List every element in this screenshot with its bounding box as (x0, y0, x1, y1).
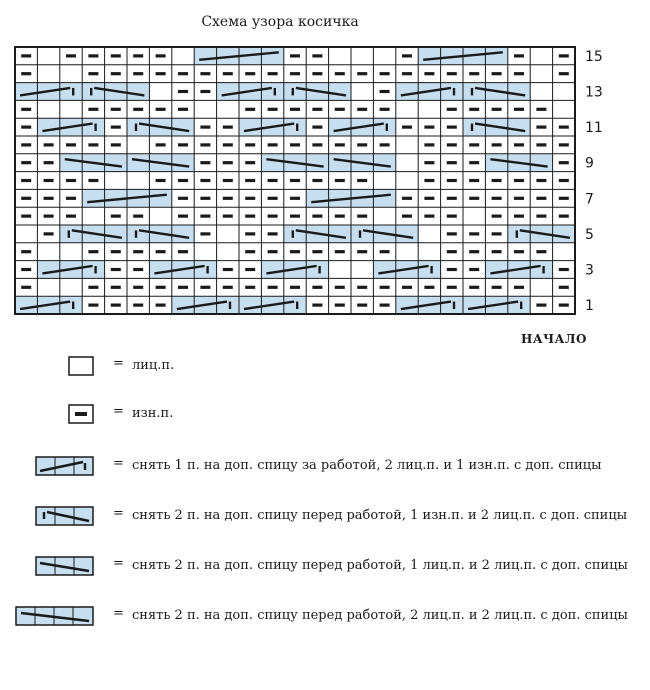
purl-mark (21, 286, 31, 289)
purl-mark (335, 304, 345, 307)
purl-mark (492, 197, 502, 200)
purl-mark (380, 250, 390, 253)
purl-mark (559, 161, 569, 164)
chart-title: Схема узора косичка (201, 14, 359, 30)
purl-mark (492, 286, 502, 289)
purl-mark (268, 143, 278, 146)
legend-item-cable-3-front-knit (0, 556, 650, 598)
purl-mark (312, 126, 322, 129)
purl-mark (514, 215, 524, 218)
purl-mark (492, 232, 502, 235)
purl-mark (536, 126, 546, 129)
purl-mark (335, 72, 345, 75)
purl-mark (357, 179, 367, 182)
purl-mark (223, 72, 233, 75)
legend-item-knit (0, 356, 650, 378)
purl-mark (469, 250, 479, 253)
purl-mark (133, 304, 143, 307)
purl-mark (111, 286, 121, 289)
purl-mark (200, 143, 210, 146)
purl-mark (290, 215, 300, 218)
purl-mark (178, 108, 188, 111)
cable-4-front-symbol-icon (15, 606, 95, 626)
purl-mark (559, 268, 569, 271)
legend-text-purl: изн.п. (132, 406, 174, 421)
pattern-chart (0, 0, 650, 330)
purl-mark (245, 286, 255, 289)
purl-mark (245, 161, 255, 164)
purl-mark (290, 250, 300, 253)
purl-symbol-icon (68, 404, 94, 424)
purl-mark (223, 286, 233, 289)
purl-mark (21, 143, 31, 146)
purl-mark (268, 232, 278, 235)
purl-mark (268, 197, 278, 200)
purl-mark (424, 179, 434, 182)
purl-mark (21, 215, 31, 218)
purl-mark (492, 179, 502, 182)
purl-mark (559, 143, 569, 146)
purl-mark (514, 143, 524, 146)
purl-mark (111, 215, 121, 218)
purl-mark (312, 72, 322, 75)
purl-mark (200, 72, 210, 75)
purl-mark (156, 143, 166, 146)
purl-mark (88, 54, 98, 57)
row-number: 15 (585, 48, 603, 65)
purl-mark (312, 215, 322, 218)
purl-mark (223, 126, 233, 129)
purl-mark (469, 197, 479, 200)
purl-mark (514, 286, 524, 289)
purl-mark (156, 286, 166, 289)
purl-mark (268, 215, 278, 218)
purl-mark (447, 250, 457, 253)
legend-equals: = (113, 506, 124, 521)
legend-equals: = (113, 456, 124, 471)
purl-mark (21, 72, 31, 75)
purl-mark (178, 90, 188, 93)
purl-mark (200, 90, 210, 93)
purl-mark (245, 179, 255, 182)
row-number: 3 (585, 262, 594, 279)
purl-mark (200, 232, 210, 235)
legend-text-knit: лиц.п. (132, 358, 175, 373)
purl-mark (200, 179, 210, 182)
purl-mark (514, 108, 524, 111)
purl-mark (156, 250, 166, 253)
purl-mark (559, 215, 569, 218)
purl-mark (200, 215, 210, 218)
purl-mark (178, 286, 188, 289)
purl-mark (447, 286, 457, 289)
purl-mark (402, 286, 412, 289)
purl-mark (88, 72, 98, 75)
purl-mark (245, 108, 255, 111)
purl-mark (245, 143, 255, 146)
purl-mark (380, 90, 390, 93)
purl-mark (245, 197, 255, 200)
purl-mark (469, 232, 479, 235)
cable-3-front-knit-symbol-icon (35, 556, 95, 576)
purl-mark (469, 179, 479, 182)
purl-mark (357, 215, 367, 218)
purl-mark (335, 286, 345, 289)
purl-mark (514, 72, 524, 75)
purl-mark (290, 143, 300, 146)
purl-mark (447, 126, 457, 129)
purl-mark (66, 179, 76, 182)
purl-mark (514, 197, 524, 200)
purl-mark (357, 108, 367, 111)
purl-mark (559, 72, 569, 75)
purl-mark (111, 250, 121, 253)
purl-mark (111, 126, 121, 129)
purl-mark (245, 232, 255, 235)
purl-mark (536, 304, 546, 307)
purl-mark (559, 126, 569, 129)
purl-mark (380, 304, 390, 307)
purl-mark (312, 143, 322, 146)
purl-mark (447, 108, 457, 111)
purl-mark (133, 268, 143, 271)
purl-mark (66, 143, 76, 146)
purl-mark (357, 72, 367, 75)
purl-mark (402, 72, 412, 75)
purl-mark (66, 54, 76, 57)
purl-mark (469, 286, 479, 289)
purl-mark (312, 250, 322, 253)
legend-text-cable-3-back: снять 1 п. на доп. спицу за работой, 2 лиц.п. и 1 изн.п. с доп. спицы (132, 458, 602, 473)
purl-mark (156, 54, 166, 57)
purl-mark (290, 286, 300, 289)
purl-mark (44, 179, 54, 182)
purl-mark (245, 250, 255, 253)
row-number: 9 (585, 155, 594, 172)
purl-mark (268, 72, 278, 75)
purl-mark (21, 197, 31, 200)
purl-mark (111, 72, 121, 75)
purl-mark (447, 197, 457, 200)
purl-mark (559, 286, 569, 289)
purl-mark (536, 215, 546, 218)
purl-mark (223, 143, 233, 146)
purl-mark (424, 126, 434, 129)
legend-item-cable-4-front (0, 606, 650, 648)
purl-mark (559, 179, 569, 182)
purl-mark (335, 179, 345, 182)
purl-mark (111, 143, 121, 146)
purl-mark (88, 250, 98, 253)
purl-mark (402, 126, 412, 129)
purl-mark (447, 179, 457, 182)
purl-mark (469, 268, 479, 271)
purl-mark (88, 108, 98, 111)
purl-mark (178, 197, 188, 200)
purl-mark (111, 54, 121, 57)
purl-mark (312, 54, 322, 57)
purl-mark (536, 108, 546, 111)
purl-mark (44, 161, 54, 164)
purl-mark (268, 286, 278, 289)
purl-mark (178, 72, 188, 75)
purl-mark (245, 268, 255, 271)
purl-mark (492, 143, 502, 146)
purl-mark (290, 108, 300, 111)
purl-mark (447, 72, 457, 75)
legend-text-cable-3-front-purl: снять 2 п. на доп. спицу перед работой, 1 изн.п. и 2 лиц.п. с доп. спицы (132, 508, 628, 523)
purl-mark (21, 54, 31, 57)
purl-mark (111, 304, 121, 307)
purl-mark (44, 215, 54, 218)
purl-mark (133, 72, 143, 75)
purl-mark (200, 286, 210, 289)
purl-mark (223, 161, 233, 164)
purl-mark (536, 197, 546, 200)
purl-mark (469, 161, 479, 164)
purl-mark (335, 250, 345, 253)
purl-mark (335, 108, 345, 111)
purl-mark (88, 286, 98, 289)
purl-mark (424, 286, 434, 289)
purl-mark (21, 126, 31, 129)
purl-mark (156, 179, 166, 182)
purl-mark (21, 108, 31, 111)
purl-mark (447, 161, 457, 164)
purl-mark (424, 72, 434, 75)
purl-mark (447, 143, 457, 146)
purl-mark (200, 126, 210, 129)
legend-item-purl (0, 404, 650, 426)
purl-mark (200, 161, 210, 164)
purl-mark (492, 250, 502, 253)
purl-mark (514, 250, 524, 253)
purl-mark (66, 197, 76, 200)
purl-mark (469, 108, 479, 111)
legend-equals: = (113, 606, 124, 621)
purl-mark (559, 197, 569, 200)
purl-mark (335, 215, 345, 218)
purl-mark (447, 268, 457, 271)
purl-mark (424, 161, 434, 164)
purl-mark (290, 54, 300, 57)
purl-mark (111, 268, 121, 271)
purl-mark (223, 197, 233, 200)
legend-equals: = (113, 556, 124, 571)
purl-mark (178, 143, 188, 146)
purl-mark (424, 215, 434, 218)
purl-mark (21, 161, 31, 164)
purl-mark (178, 215, 188, 218)
purl-mark (357, 286, 367, 289)
purl-mark (469, 72, 479, 75)
start-label: НАЧАЛО (521, 332, 587, 346)
purl-mark (559, 304, 569, 307)
purl-mark (44, 197, 54, 200)
purl-mark (178, 179, 188, 182)
purl-mark (469, 143, 479, 146)
legend-item-cable-3-front-purl (0, 506, 650, 548)
purl-mark (133, 215, 143, 218)
purl-mark (312, 108, 322, 111)
legend-equals: = (113, 404, 124, 419)
purl-mark (380, 108, 390, 111)
row-number: 11 (585, 120, 603, 137)
purl-mark (447, 232, 457, 235)
purl-mark (268, 250, 278, 253)
purl-mark (447, 215, 457, 218)
cable-3-front-purl-symbol-icon (35, 506, 95, 526)
purl-mark (223, 179, 233, 182)
purl-mark (559, 54, 569, 57)
purl-mark (312, 179, 322, 182)
purl-mark (223, 268, 233, 271)
legend-text-cable-3-front-knit: снять 2 п. на доп. спицу перед работой, 1 лиц.п. и 2 лиц.п. с доп. спицы (132, 558, 628, 573)
purl-mark (133, 108, 143, 111)
legend-equals: = (113, 356, 124, 371)
purl-mark (536, 143, 546, 146)
row-number: 1 (585, 298, 594, 315)
purl-mark (402, 197, 412, 200)
legend-item-cable-3-back (0, 456, 650, 498)
purl-mark (21, 250, 31, 253)
purl-mark (402, 54, 412, 57)
purl-mark (402, 215, 412, 218)
purl-mark (44, 232, 54, 235)
purl-mark (335, 143, 345, 146)
purl-mark (268, 179, 278, 182)
purl-mark (357, 250, 367, 253)
purl-mark (200, 197, 210, 200)
purl-mark (357, 143, 367, 146)
purl-mark (156, 72, 166, 75)
purl-mark (21, 268, 31, 271)
purl-mark (514, 179, 524, 182)
purl-mark (312, 304, 322, 307)
purl-mark (424, 143, 434, 146)
row-number: 7 (585, 191, 594, 208)
purl-mark (88, 179, 98, 182)
row-number: 13 (585, 84, 603, 101)
purl-mark (133, 286, 143, 289)
purl-mark (290, 197, 300, 200)
purl-mark (268, 108, 278, 111)
purl-mark (492, 72, 502, 75)
purl-mark (21, 179, 31, 182)
purl-mark (133, 250, 143, 253)
knit-symbol-icon (68, 356, 94, 376)
purl-mark (536, 250, 546, 253)
cable-3-back-symbol-icon (35, 456, 95, 476)
purl-mark (156, 304, 166, 307)
purl-mark (88, 304, 98, 307)
purl-mark (380, 286, 390, 289)
purl-mark (245, 72, 255, 75)
purl-mark (380, 72, 390, 75)
purl-mark (357, 304, 367, 307)
purl-mark (290, 72, 300, 75)
purl-mark (156, 108, 166, 111)
purl-mark (312, 286, 322, 289)
purl-mark (88, 143, 98, 146)
purl-mark (536, 179, 546, 182)
legend-text-cable-4-front: снять 2 п. на доп. спицу перед работой, 2 лиц.п. и 2 лиц.п. с доп. спицы (132, 608, 628, 623)
purl-mark (492, 108, 502, 111)
purl-mark (424, 197, 434, 200)
purl-mark (245, 215, 255, 218)
purl-mark (514, 54, 524, 57)
purl-mark (492, 215, 502, 218)
purl-mark (44, 143, 54, 146)
purl-mark (111, 108, 121, 111)
row-number: 5 (585, 226, 594, 243)
purl-mark (380, 143, 390, 146)
purl-mark (223, 215, 233, 218)
purl-mark (133, 54, 143, 57)
purl-mark (178, 250, 188, 253)
purl-mark (290, 179, 300, 182)
purl-mark (66, 215, 76, 218)
